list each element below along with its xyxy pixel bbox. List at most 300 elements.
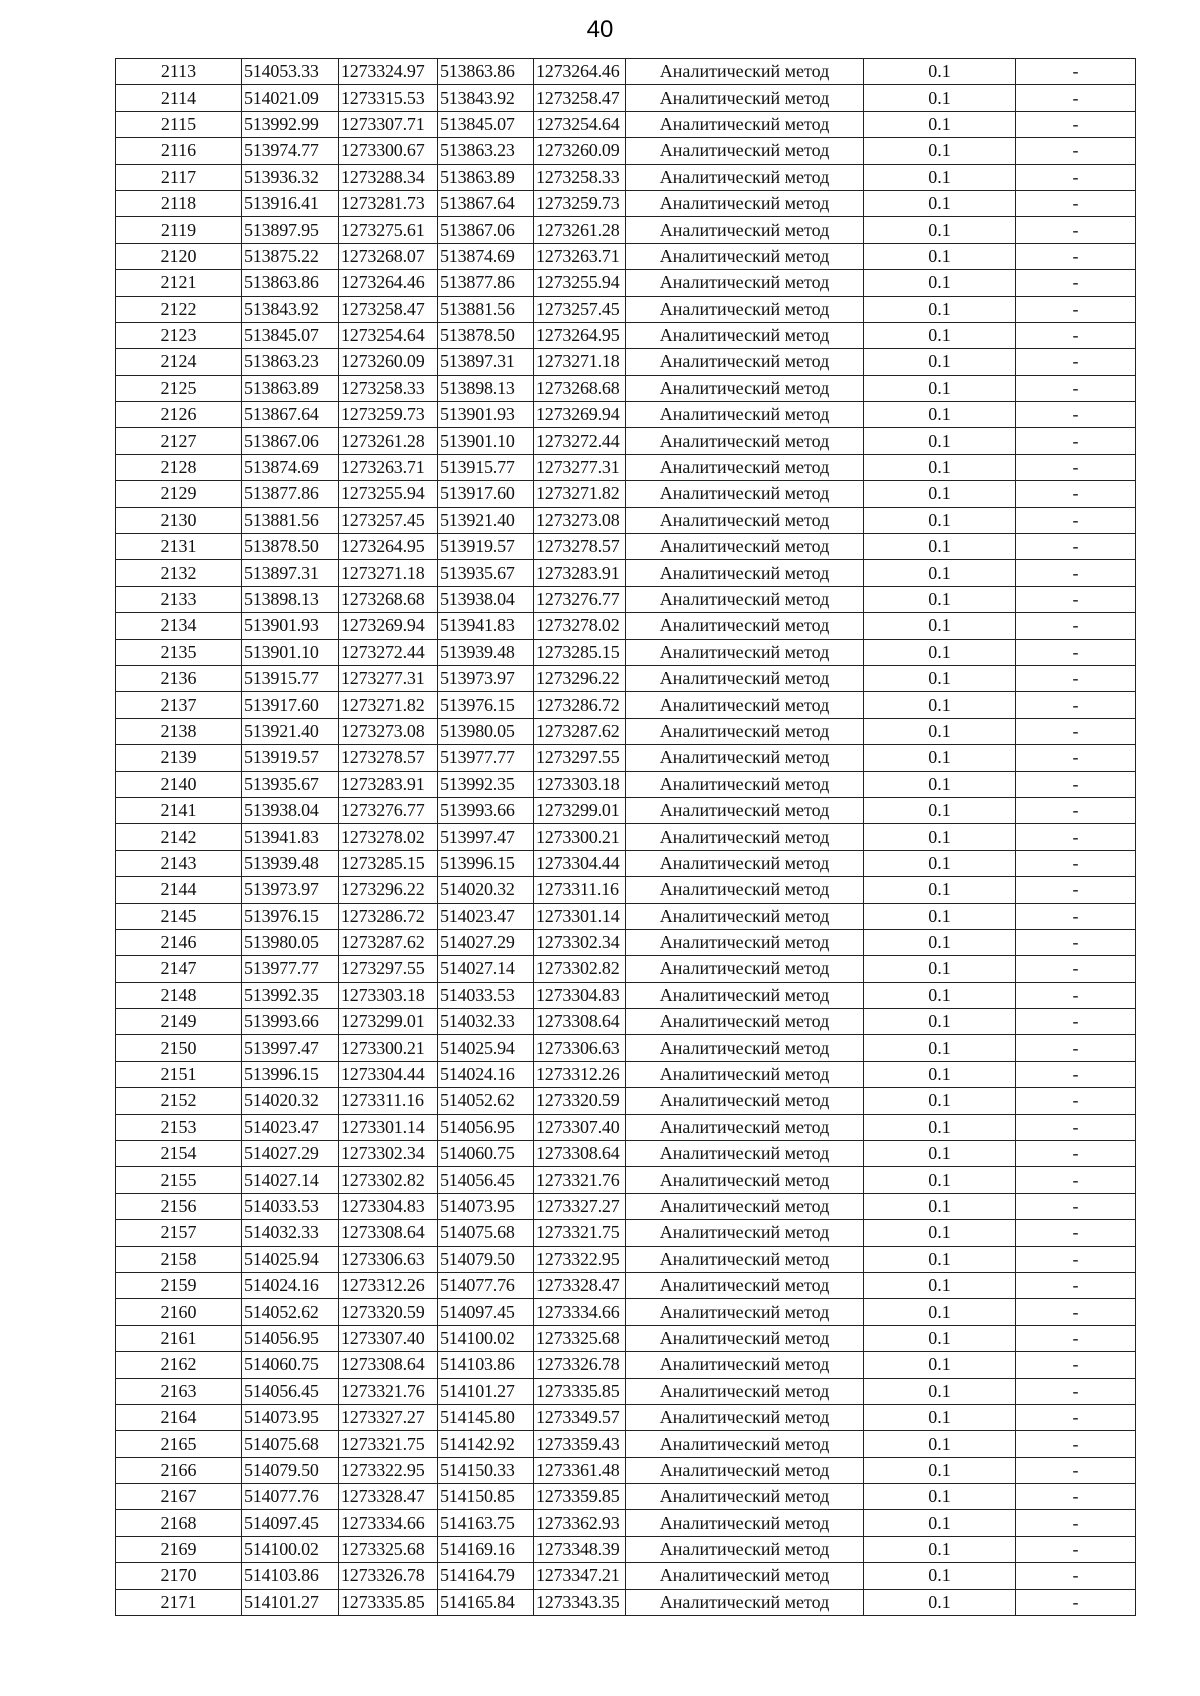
accuracy-cell: 0.1 — [864, 1457, 1016, 1483]
y-end-cell: 1273302.82 — [534, 956, 626, 982]
x-end-cell: 513915.77 — [438, 454, 534, 480]
x-end-cell: 513863.89 — [438, 164, 534, 190]
table-body — [116, 59, 1136, 1616]
x-start-cell: 513977.77 — [242, 956, 339, 982]
method-cell: Аналитический метод — [626, 428, 864, 454]
x-end-cell: 514164.79 — [438, 1563, 534, 1589]
table-row — [116, 771, 1136, 797]
accuracy-cell: 0.1 — [864, 296, 1016, 322]
table-row — [116, 1404, 1136, 1430]
table-row — [116, 454, 1136, 480]
accuracy-cell: 0.1 — [864, 1272, 1016, 1298]
x-start-cell: 513897.31 — [242, 560, 339, 586]
y-end-cell: 1273260.09 — [534, 138, 626, 164]
y-start-cell: 1273303.18 — [339, 982, 438, 1008]
x-end-cell: 514073.95 — [438, 1193, 534, 1219]
y-end-cell: 1273286.72 — [534, 692, 626, 718]
y-end-cell: 1273302.34 — [534, 929, 626, 955]
point-number-cell: 2155 — [116, 1167, 242, 1193]
table-row — [116, 111, 1136, 137]
accuracy-cell: 0.1 — [864, 1510, 1016, 1536]
method-cell: Аналитический метод — [626, 586, 864, 612]
method-cell: Аналитический метод — [626, 1061, 864, 1087]
accuracy-cell: 0.1 — [864, 1484, 1016, 1510]
note-cell: - — [1016, 1536, 1136, 1562]
x-end-cell: 513881.56 — [438, 296, 534, 322]
x-start-cell: 513867.06 — [242, 428, 339, 454]
table-row — [116, 1246, 1136, 1272]
point-number-cell: 2126 — [116, 402, 242, 428]
point-number-cell: 2136 — [116, 665, 242, 691]
x-start-cell: 513901.10 — [242, 639, 339, 665]
x-end-cell: 514145.80 — [438, 1404, 534, 1430]
y-start-cell: 1273269.94 — [339, 613, 438, 639]
x-start-cell: 514103.86 — [242, 1563, 339, 1589]
point-number-cell: 2119 — [116, 217, 242, 243]
note-cell: - — [1016, 692, 1136, 718]
point-number-cell: 2147 — [116, 956, 242, 982]
method-cell: Аналитический метод — [626, 375, 864, 401]
y-end-cell: 1273264.95 — [534, 322, 626, 348]
accuracy-cell: 0.1 — [864, 164, 1016, 190]
y-end-cell: 1273278.02 — [534, 613, 626, 639]
x-end-cell: 514027.14 — [438, 956, 534, 982]
table-row — [116, 428, 1136, 454]
accuracy-cell: 0.1 — [864, 613, 1016, 639]
method-cell: Аналитический метод — [626, 138, 864, 164]
note-cell: - — [1016, 771, 1136, 797]
method-cell: Аналитический метод — [626, 1325, 864, 1351]
note-cell: - — [1016, 1009, 1136, 1035]
method-cell: Аналитический метод — [626, 190, 864, 216]
x-start-cell: 514025.94 — [242, 1246, 339, 1272]
x-end-cell: 513921.40 — [438, 507, 534, 533]
x-start-cell: 513939.48 — [242, 850, 339, 876]
note-cell: - — [1016, 243, 1136, 269]
point-number-cell: 2157 — [116, 1220, 242, 1246]
y-end-cell: 1273297.55 — [534, 745, 626, 771]
x-start-cell: 513863.89 — [242, 375, 339, 401]
accuracy-cell: 0.1 — [864, 1404, 1016, 1430]
point-number-cell: 2146 — [116, 929, 242, 955]
x-end-cell: 514020.32 — [438, 877, 534, 903]
point-number-cell: 2133 — [116, 586, 242, 612]
y-end-cell: 1273349.57 — [534, 1404, 626, 1430]
table-row — [116, 1510, 1136, 1536]
y-start-cell: 1273328.47 — [339, 1484, 438, 1510]
x-start-cell: 513877.86 — [242, 481, 339, 507]
method-cell: Аналитический метод — [626, 270, 864, 296]
method-cell: Аналитический метод — [626, 1220, 864, 1246]
y-start-cell: 1273300.67 — [339, 138, 438, 164]
x-start-cell: 514027.14 — [242, 1167, 339, 1193]
method-cell: Аналитический метод — [626, 797, 864, 823]
table-row — [116, 243, 1136, 269]
method-cell: Аналитический метод — [626, 1431, 864, 1457]
y-start-cell: 1273322.95 — [339, 1457, 438, 1483]
y-start-cell: 1273308.64 — [339, 1220, 438, 1246]
note-cell: - — [1016, 1272, 1136, 1298]
method-cell: Аналитический метод — [626, 877, 864, 903]
accuracy-cell: 0.1 — [864, 481, 1016, 507]
x-start-cell: 513974.77 — [242, 138, 339, 164]
table-row — [116, 296, 1136, 322]
y-end-cell: 1273320.59 — [534, 1088, 626, 1114]
point-number-cell: 2160 — [116, 1299, 242, 1325]
x-end-cell: 513843.92 — [438, 85, 534, 111]
x-end-cell: 514032.33 — [438, 1009, 534, 1035]
table-row — [116, 692, 1136, 718]
method-cell: Аналитический метод — [626, 665, 864, 691]
table-row — [116, 138, 1136, 164]
x-start-cell: 513867.64 — [242, 402, 339, 428]
x-end-cell: 514025.94 — [438, 1035, 534, 1061]
table-row — [116, 190, 1136, 216]
point-number-cell: 2123 — [116, 322, 242, 348]
y-end-cell: 1273272.44 — [534, 428, 626, 454]
method-cell: Аналитический метод — [626, 850, 864, 876]
y-end-cell: 1273259.73 — [534, 190, 626, 216]
table-row — [116, 534, 1136, 560]
accuracy-cell: 0.1 — [864, 639, 1016, 665]
y-start-cell: 1273258.33 — [339, 375, 438, 401]
x-start-cell: 514052.62 — [242, 1299, 339, 1325]
y-end-cell: 1273326.78 — [534, 1352, 626, 1378]
note-cell: - — [1016, 613, 1136, 639]
y-start-cell: 1273268.07 — [339, 243, 438, 269]
point-number-cell: 2115 — [116, 111, 242, 137]
y-start-cell: 1273259.73 — [339, 402, 438, 428]
y-start-cell: 1273296.22 — [339, 877, 438, 903]
x-end-cell: 514060.75 — [438, 1141, 534, 1167]
accuracy-cell: 0.1 — [864, 665, 1016, 691]
method-cell: Аналитический метод — [626, 111, 864, 137]
y-start-cell: 1273268.68 — [339, 586, 438, 612]
accuracy-cell: 0.1 — [864, 243, 1016, 269]
method-cell: Аналитический метод — [626, 1167, 864, 1193]
x-end-cell: 513939.48 — [438, 639, 534, 665]
y-end-cell: 1273325.68 — [534, 1325, 626, 1351]
x-start-cell: 513935.67 — [242, 771, 339, 797]
table-row — [116, 1536, 1136, 1562]
table-row — [116, 1484, 1136, 1510]
note-cell: - — [1016, 639, 1136, 665]
x-start-cell: 513878.50 — [242, 534, 339, 560]
x-end-cell: 514033.53 — [438, 982, 534, 1008]
y-start-cell: 1273287.62 — [339, 929, 438, 955]
note-cell: - — [1016, 1589, 1136, 1615]
point-number-cell: 2165 — [116, 1431, 242, 1457]
method-cell: Аналитический метод — [626, 1299, 864, 1325]
x-start-cell: 513917.60 — [242, 692, 339, 718]
note-cell: - — [1016, 349, 1136, 375]
accuracy-cell: 0.1 — [864, 454, 1016, 480]
y-end-cell: 1273359.85 — [534, 1484, 626, 1510]
note-cell: - — [1016, 402, 1136, 428]
y-end-cell: 1273343.35 — [534, 1589, 626, 1615]
point-number-cell: 2132 — [116, 560, 242, 586]
accuracy-cell: 0.1 — [864, 929, 1016, 955]
note-cell: - — [1016, 1035, 1136, 1061]
point-number-cell: 2118 — [116, 190, 242, 216]
method-cell: Аналитический метод — [626, 1589, 864, 1615]
y-end-cell: 1273347.21 — [534, 1563, 626, 1589]
x-start-cell: 514032.33 — [242, 1220, 339, 1246]
point-number-cell: 2129 — [116, 481, 242, 507]
y-end-cell: 1273334.66 — [534, 1299, 626, 1325]
note-cell: - — [1016, 296, 1136, 322]
y-end-cell: 1273312.26 — [534, 1061, 626, 1087]
point-number-cell: 2153 — [116, 1114, 242, 1140]
accuracy-cell: 0.1 — [864, 270, 1016, 296]
accuracy-cell: 0.1 — [864, 797, 1016, 823]
y-start-cell: 1273257.45 — [339, 507, 438, 533]
x-start-cell: 513915.77 — [242, 665, 339, 691]
y-start-cell: 1273301.14 — [339, 1114, 438, 1140]
y-start-cell: 1273271.82 — [339, 692, 438, 718]
point-number-cell: 2156 — [116, 1193, 242, 1219]
table-row — [116, 217, 1136, 243]
accuracy-cell: 0.1 — [864, 1114, 1016, 1140]
table-row — [116, 1193, 1136, 1219]
note-cell: - — [1016, 270, 1136, 296]
x-end-cell: 514169.16 — [438, 1536, 534, 1562]
point-number-cell: 2171 — [116, 1589, 242, 1615]
x-start-cell: 513843.92 — [242, 296, 339, 322]
method-cell: Аналитический метод — [626, 903, 864, 929]
table-row — [116, 745, 1136, 771]
y-start-cell: 1273302.34 — [339, 1141, 438, 1167]
accuracy-cell: 0.1 — [864, 1088, 1016, 1114]
table-row — [116, 560, 1136, 586]
x-start-cell: 513973.97 — [242, 877, 339, 903]
note-cell: - — [1016, 1563, 1136, 1589]
table-row — [116, 877, 1136, 903]
table-row — [116, 903, 1136, 929]
x-start-cell: 514075.68 — [242, 1431, 339, 1457]
accuracy-cell: 0.1 — [864, 1246, 1016, 1272]
table-row — [116, 718, 1136, 744]
point-number-cell: 2135 — [116, 639, 242, 665]
y-end-cell: 1273296.22 — [534, 665, 626, 691]
method-cell: Аналитический метод — [626, 718, 864, 744]
table-row — [116, 1299, 1136, 1325]
x-end-cell: 513993.66 — [438, 797, 534, 823]
x-end-cell: 514075.68 — [438, 1220, 534, 1246]
table-row — [116, 665, 1136, 691]
y-start-cell: 1273326.78 — [339, 1563, 438, 1589]
x-end-cell: 513919.57 — [438, 534, 534, 560]
accuracy-cell: 0.1 — [864, 190, 1016, 216]
method-cell: Аналитический метод — [626, 322, 864, 348]
accuracy-cell: 0.1 — [864, 1141, 1016, 1167]
y-end-cell: 1273311.16 — [534, 877, 626, 903]
point-number-cell: 2141 — [116, 797, 242, 823]
y-end-cell: 1273273.08 — [534, 507, 626, 533]
method-cell: Аналитический метод — [626, 349, 864, 375]
table-row — [116, 1431, 1136, 1457]
point-number-cell: 2131 — [116, 534, 242, 560]
accuracy-cell: 0.1 — [864, 903, 1016, 929]
y-start-cell: 1273311.16 — [339, 1088, 438, 1114]
point-number-cell: 2151 — [116, 1061, 242, 1087]
x-end-cell: 513935.67 — [438, 560, 534, 586]
accuracy-cell: 0.1 — [864, 217, 1016, 243]
x-end-cell: 514097.45 — [438, 1299, 534, 1325]
note-cell: - — [1016, 560, 1136, 586]
x-end-cell: 514150.85 — [438, 1484, 534, 1510]
method-cell: Аналитический метод — [626, 1457, 864, 1483]
table-row — [116, 481, 1136, 507]
point-number-cell: 2120 — [116, 243, 242, 269]
y-start-cell: 1273255.94 — [339, 481, 438, 507]
note-cell: - — [1016, 1457, 1136, 1483]
table-row — [116, 1220, 1136, 1246]
note-cell: - — [1016, 1141, 1136, 1167]
table-row — [116, 1114, 1136, 1140]
x-end-cell: 514023.47 — [438, 903, 534, 929]
note-cell: - — [1016, 850, 1136, 876]
y-start-cell: 1273302.82 — [339, 1167, 438, 1193]
note-cell: - — [1016, 322, 1136, 348]
point-number-cell: 2117 — [116, 164, 242, 190]
note-cell: - — [1016, 1484, 1136, 1510]
y-end-cell: 1273348.39 — [534, 1536, 626, 1562]
y-end-cell: 1273303.18 — [534, 771, 626, 797]
note-cell: - — [1016, 745, 1136, 771]
table-row — [116, 1563, 1136, 1589]
x-end-cell: 514142.92 — [438, 1431, 534, 1457]
method-cell: Аналитический метод — [626, 217, 864, 243]
x-start-cell: 514020.32 — [242, 1088, 339, 1114]
method-cell: Аналитический метод — [626, 1510, 864, 1536]
x-start-cell: 514027.29 — [242, 1141, 339, 1167]
y-start-cell: 1273306.63 — [339, 1246, 438, 1272]
note-cell: - — [1016, 824, 1136, 850]
method-cell: Аналитический метод — [626, 1035, 864, 1061]
table-row — [116, 850, 1136, 876]
method-cell: Аналитический метод — [626, 929, 864, 955]
x-start-cell: 514100.02 — [242, 1536, 339, 1562]
y-start-cell: 1273307.40 — [339, 1325, 438, 1351]
y-end-cell: 1273257.45 — [534, 296, 626, 322]
y-start-cell: 1273304.83 — [339, 1193, 438, 1219]
table-row — [116, 270, 1136, 296]
point-number-cell: 2127 — [116, 428, 242, 454]
point-number-cell: 2114 — [116, 85, 242, 111]
note-cell: - — [1016, 85, 1136, 111]
x-end-cell: 513941.83 — [438, 613, 534, 639]
accuracy-cell: 0.1 — [864, 59, 1016, 85]
y-start-cell: 1273272.44 — [339, 639, 438, 665]
y-end-cell: 1273321.75 — [534, 1220, 626, 1246]
table-row — [116, 929, 1136, 955]
table-row — [116, 1325, 1136, 1351]
y-start-cell: 1273300.21 — [339, 1035, 438, 1061]
x-start-cell: 513919.57 — [242, 745, 339, 771]
x-end-cell: 514079.50 — [438, 1246, 534, 1272]
y-start-cell: 1273276.77 — [339, 797, 438, 823]
y-start-cell: 1273334.66 — [339, 1510, 438, 1536]
y-start-cell: 1273264.95 — [339, 534, 438, 560]
y-end-cell: 1273304.83 — [534, 982, 626, 1008]
y-start-cell: 1273297.55 — [339, 956, 438, 982]
x-start-cell: 513898.13 — [242, 586, 339, 612]
y-end-cell: 1273335.85 — [534, 1378, 626, 1404]
accuracy-cell: 0.1 — [864, 1220, 1016, 1246]
table-row — [116, 1378, 1136, 1404]
x-start-cell: 513921.40 — [242, 718, 339, 744]
y-start-cell: 1273335.85 — [339, 1589, 438, 1615]
y-end-cell: 1273287.62 — [534, 718, 626, 744]
note-cell: - — [1016, 375, 1136, 401]
method-cell: Аналитический метод — [626, 1352, 864, 1378]
y-start-cell: 1273288.34 — [339, 164, 438, 190]
note-cell: - — [1016, 1220, 1136, 1246]
note-cell: - — [1016, 797, 1136, 823]
method-cell: Аналитический метод — [626, 243, 864, 269]
point-number-cell: 2163 — [116, 1378, 242, 1404]
y-start-cell: 1273277.31 — [339, 665, 438, 691]
table-row — [116, 59, 1136, 85]
x-end-cell: 514024.16 — [438, 1061, 534, 1087]
y-end-cell: 1273362.93 — [534, 1510, 626, 1536]
table-row — [116, 613, 1136, 639]
y-end-cell: 1273271.82 — [534, 481, 626, 507]
x-end-cell: 514101.27 — [438, 1378, 534, 1404]
y-start-cell: 1273275.61 — [339, 217, 438, 243]
x-end-cell: 513938.04 — [438, 586, 534, 612]
y-end-cell: 1273321.76 — [534, 1167, 626, 1193]
note-cell: - — [1016, 59, 1136, 85]
y-start-cell: 1273264.46 — [339, 270, 438, 296]
method-cell: Аналитический метод — [626, 1272, 864, 1298]
table-row — [116, 1167, 1136, 1193]
x-start-cell: 513845.07 — [242, 322, 339, 348]
note-cell: - — [1016, 217, 1136, 243]
note-cell: - — [1016, 586, 1136, 612]
y-end-cell: 1273304.44 — [534, 850, 626, 876]
x-end-cell: 513980.05 — [438, 718, 534, 744]
accuracy-cell: 0.1 — [864, 1325, 1016, 1351]
point-number-cell: 2164 — [116, 1404, 242, 1430]
table-row — [116, 1009, 1136, 1035]
table-row — [116, 1352, 1136, 1378]
x-end-cell: 514056.45 — [438, 1167, 534, 1193]
table-row — [116, 824, 1136, 850]
y-end-cell: 1273276.77 — [534, 586, 626, 612]
x-start-cell: 513992.99 — [242, 111, 339, 137]
note-cell: - — [1016, 1378, 1136, 1404]
x-end-cell: 513997.47 — [438, 824, 534, 850]
accuracy-cell: 0.1 — [864, 1193, 1016, 1219]
note-cell: - — [1016, 1510, 1136, 1536]
accuracy-cell: 0.1 — [864, 1563, 1016, 1589]
accuracy-cell: 0.1 — [864, 1299, 1016, 1325]
y-start-cell: 1273283.91 — [339, 771, 438, 797]
y-end-cell: 1273271.18 — [534, 349, 626, 375]
x-start-cell: 513997.47 — [242, 1035, 339, 1061]
x-start-cell: 514079.50 — [242, 1457, 339, 1483]
note-cell: - — [1016, 1114, 1136, 1140]
accuracy-cell: 0.1 — [864, 1035, 1016, 1061]
note-cell: - — [1016, 138, 1136, 164]
x-end-cell: 514052.62 — [438, 1088, 534, 1114]
note-cell: - — [1016, 903, 1136, 929]
y-start-cell: 1273324.97 — [339, 59, 438, 85]
x-end-cell: 513867.64 — [438, 190, 534, 216]
x-start-cell: 513996.15 — [242, 1061, 339, 1087]
